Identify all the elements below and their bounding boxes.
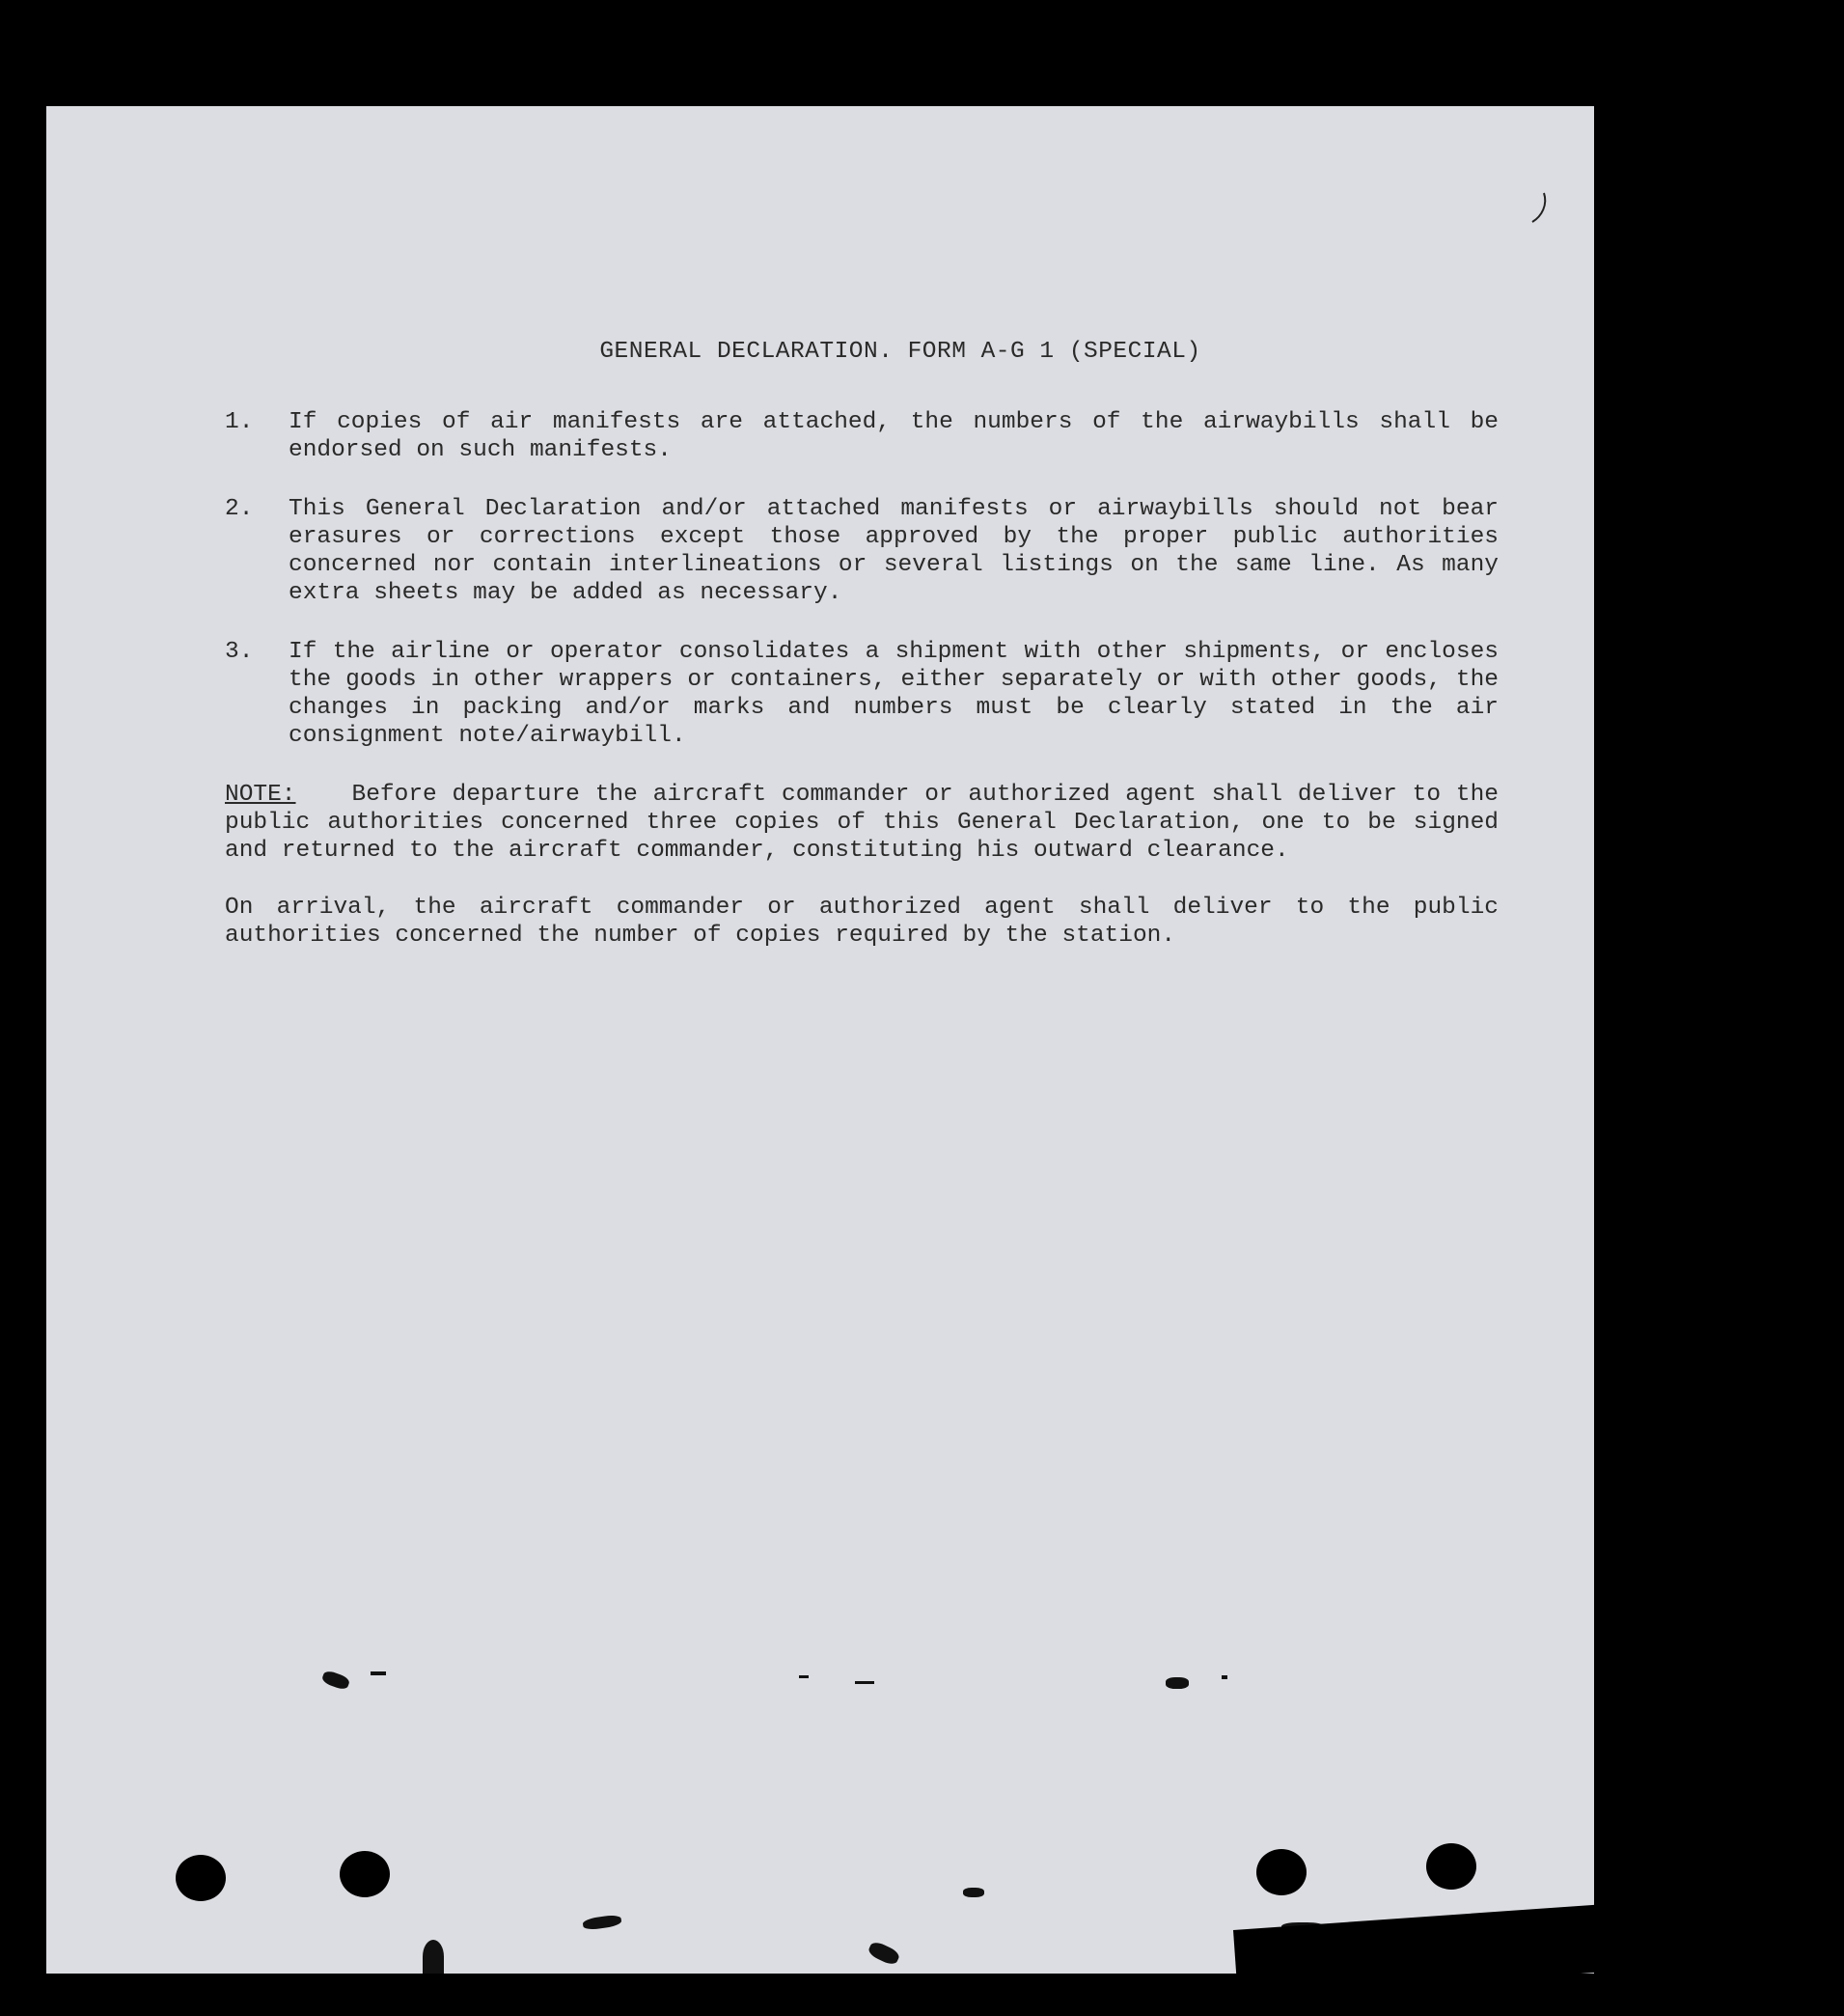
ink-speck: [855, 1681, 874, 1684]
item-text: If copies of air manifests are attached, the numbers of the airwaybills shall be endorsed on such manifests.: [289, 409, 1499, 463]
document-body: [225, 338, 1499, 950]
instruction-item-1: [225, 408, 1499, 464]
item-number: 3.: [225, 639, 254, 665]
ink-speck: [1222, 1675, 1227, 1679]
pencil-mark: [1530, 191, 1550, 226]
arrival-paragraph: On arrival, the aircraft commander or authorized agent shall deliver to the public authorities concerned the number of copies required by the station.: [225, 895, 1499, 949]
punch-hole: [1256, 1849, 1307, 1895]
torn-edge: [1233, 1902, 1594, 1974]
instruction-item-2: [225, 495, 1499, 607]
punch-hole: [1426, 1843, 1476, 1890]
note-text: Before departure the aircraft commander or authorized agent shall deliver to the public authorities concerned three copies of this General Declaration, one to be signed and returned to the aircraft commander, constituting his outward clearance.: [225, 782, 1499, 864]
ink-speck: [582, 1914, 621, 1930]
ink-speck: [423, 1940, 444, 1974]
note-label: NOTE:: [225, 782, 296, 808]
ink-speck: [1166, 1677, 1189, 1689]
ink-speck: [320, 1670, 350, 1692]
item-text: If the airline or operator consolidates a shipment with other shipments, or encloses the goods in other wrappers or containers, either separately or with other goods, the changes in packing and/or marks and numbers must be clearly stated in the air consignment note/airwaybill.: [289, 639, 1499, 749]
item-number: 1.: [225, 409, 254, 435]
ink-speck: [371, 1671, 386, 1675]
document-title: GENERAL DECLARATION. FORM A-G 1 (SPECIAL): [599, 339, 1201, 365]
item-text: This General Declaration and/or attached manifests or airwaybills should not bear erasures or corrections except those approved by the proper public authorities concerned nor contain interlineations or several listings on the same line. As many extra sheets may be added as necessary.: [289, 496, 1499, 606]
ink-speck: [867, 1940, 901, 1967]
punch-hole: [176, 1855, 226, 1901]
item-number: 2.: [225, 496, 254, 522]
paper-sheet: [46, 106, 1594, 1974]
instruction-item-3: [225, 638, 1499, 750]
ink-speck: [799, 1675, 809, 1678]
note-paragraph: [225, 781, 1499, 865]
ink-speck: [963, 1888, 984, 1897]
punch-hole: [340, 1851, 390, 1897]
